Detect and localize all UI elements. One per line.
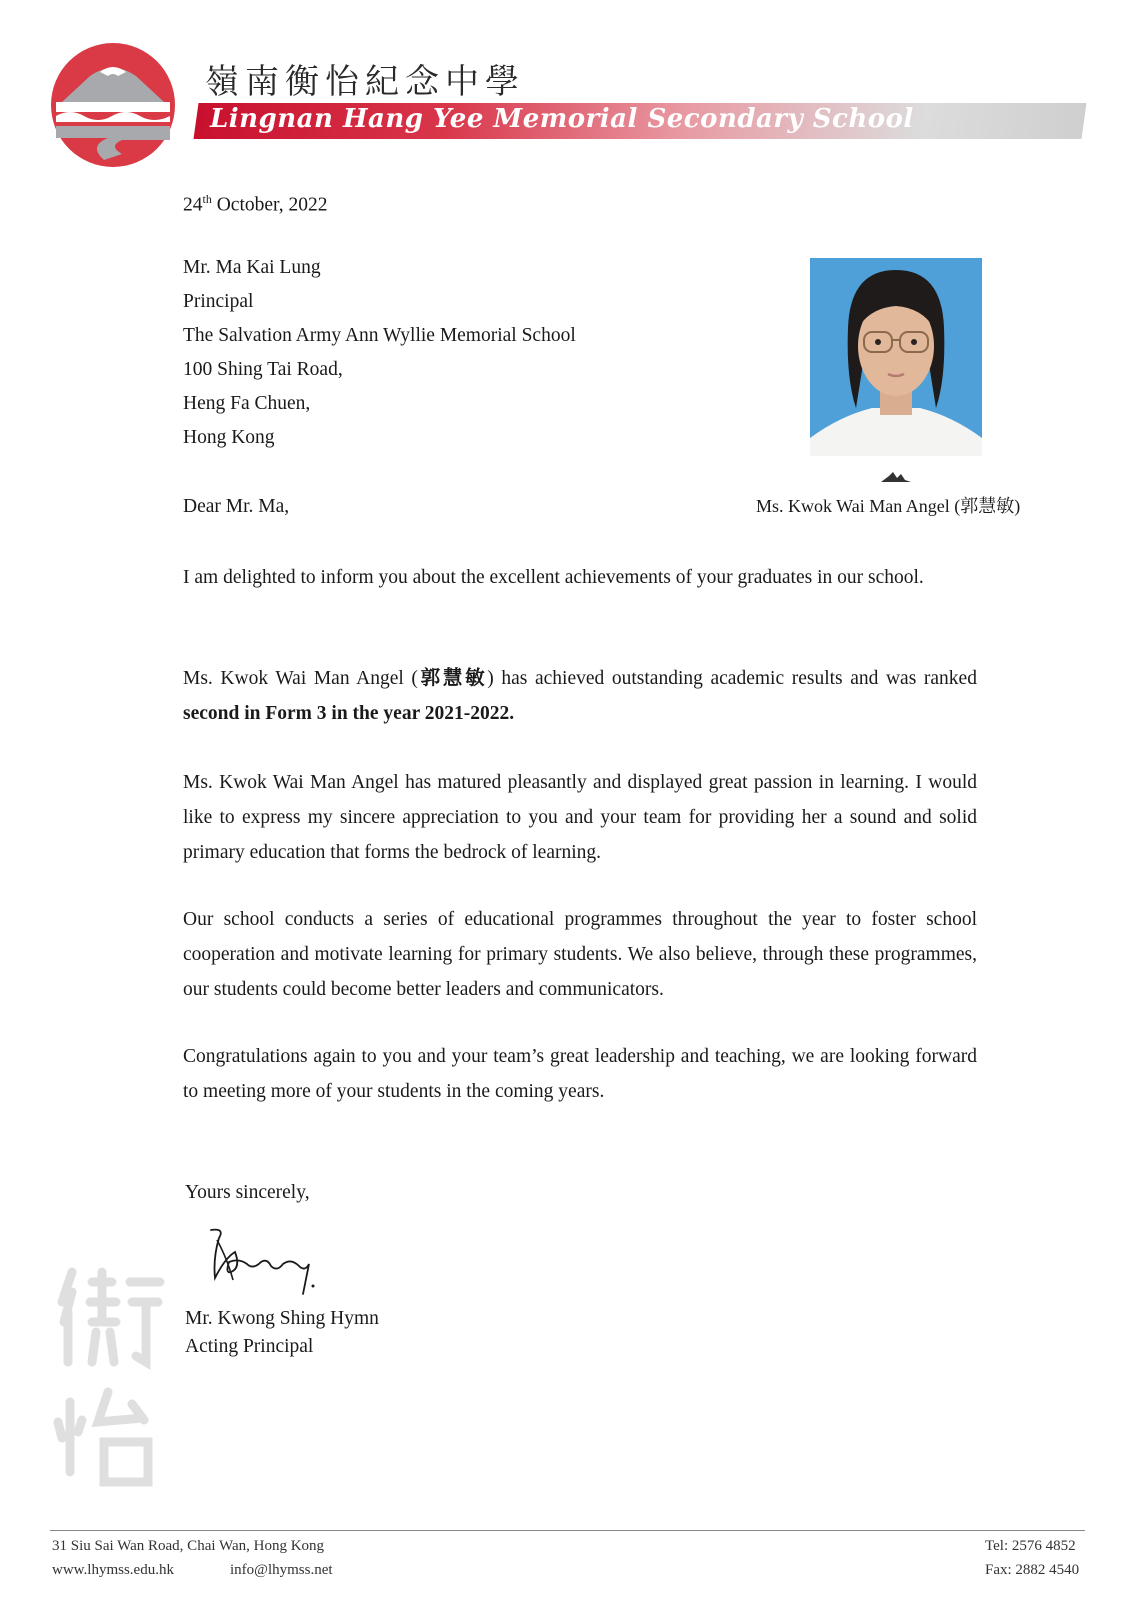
school-name-english: Lingnan Hang Yee Memorial Secondary School	[210, 104, 914, 134]
footer-address: 31 Siu Sai Wan Road, Chai Wan, Hong Kong	[52, 1538, 325, 1554]
signer-title: Acting Principal	[185, 1336, 314, 1357]
paragraph-programmes: Our school conducts a series of educational programmes throughout the year to foster school cooperation and motivate learning for primary students. We also believe, through these programmes, our students could become better leaders and communicators.	[183, 909, 977, 1000]
school-logo	[50, 42, 176, 168]
date-day: 24	[183, 194, 203, 216]
recipient-school: The Salvation Army Ann Wyllie Memorial School	[183, 325, 576, 346]
footer-telephone: Tel: 2576 4852	[985, 1538, 1076, 1554]
paragraph-appreciation: Ms. Kwok Wai Man Angel has matured pleasantly and displayed great passion in learning. I would like to express my sincere appreciation to you and your team for providing her a sound and solid primary education that forms the bedrock of learning.	[183, 772, 977, 863]
achievement-text-start: Ms. Kwok Wai Man Angel (	[183, 668, 418, 689]
signature	[205, 1228, 325, 1298]
footer-website[interactable]: www.lhymss.edu.hk	[52, 1562, 174, 1578]
achievement-rank: second in Form 3 in the year 2021-2022.	[183, 703, 515, 724]
recipient-district: Heng Fa Chuen,	[183, 393, 311, 414]
paragraph-congratulations: Congratulations again to you and your team’s great leadership and teaching, we are looking forward to meeting more of your students in the coming years.	[183, 1046, 977, 1102]
signer-block	[185, 1305, 379, 1361]
photo-caption: Ms. Kwok Wai Man Angel (郭慧敏)	[756, 496, 1021, 516]
footer-email[interactable]: info@lhymss.net	[230, 1562, 333, 1578]
paragraph-intro: I am delighted to inform you about the excellent achievements of your graduates in our school.	[183, 567, 924, 588]
school-name-chinese: 嶺南衡怡紀念中學	[205, 62, 525, 102]
paragraph-achievement	[183, 661, 977, 731]
recipient-city: Hong Kong	[183, 427, 275, 448]
recipient-address	[183, 251, 576, 455]
signer-name: Mr. Kwong Shing Hymn	[185, 1308, 379, 1329]
student-chinese-name: 郭慧敏	[417, 668, 488, 689]
watermark	[52, 1262, 172, 1502]
achievement-text-mid: ) has achieved outstanding academic results and was ranked	[487, 668, 977, 689]
student-photo	[810, 258, 982, 456]
recipient-name: Mr. Ma Kai Lung	[183, 257, 321, 278]
date-suffix: th	[202, 192, 212, 206]
footer-divider	[50, 1530, 1085, 1531]
recipient-street: 100 Shing Tai Road,	[183, 359, 343, 380]
date-rest: October, 2022	[211, 194, 328, 216]
letter-date	[183, 182, 328, 223]
stamp-mark-icon	[881, 470, 911, 489]
footer-fax: Fax: 2882 4540	[985, 1562, 1080, 1578]
salutation: Dear Mr. Ma,	[183, 496, 290, 517]
closing: Yours sincerely,	[185, 1182, 310, 1203]
recipient-title: Principal	[183, 291, 254, 312]
